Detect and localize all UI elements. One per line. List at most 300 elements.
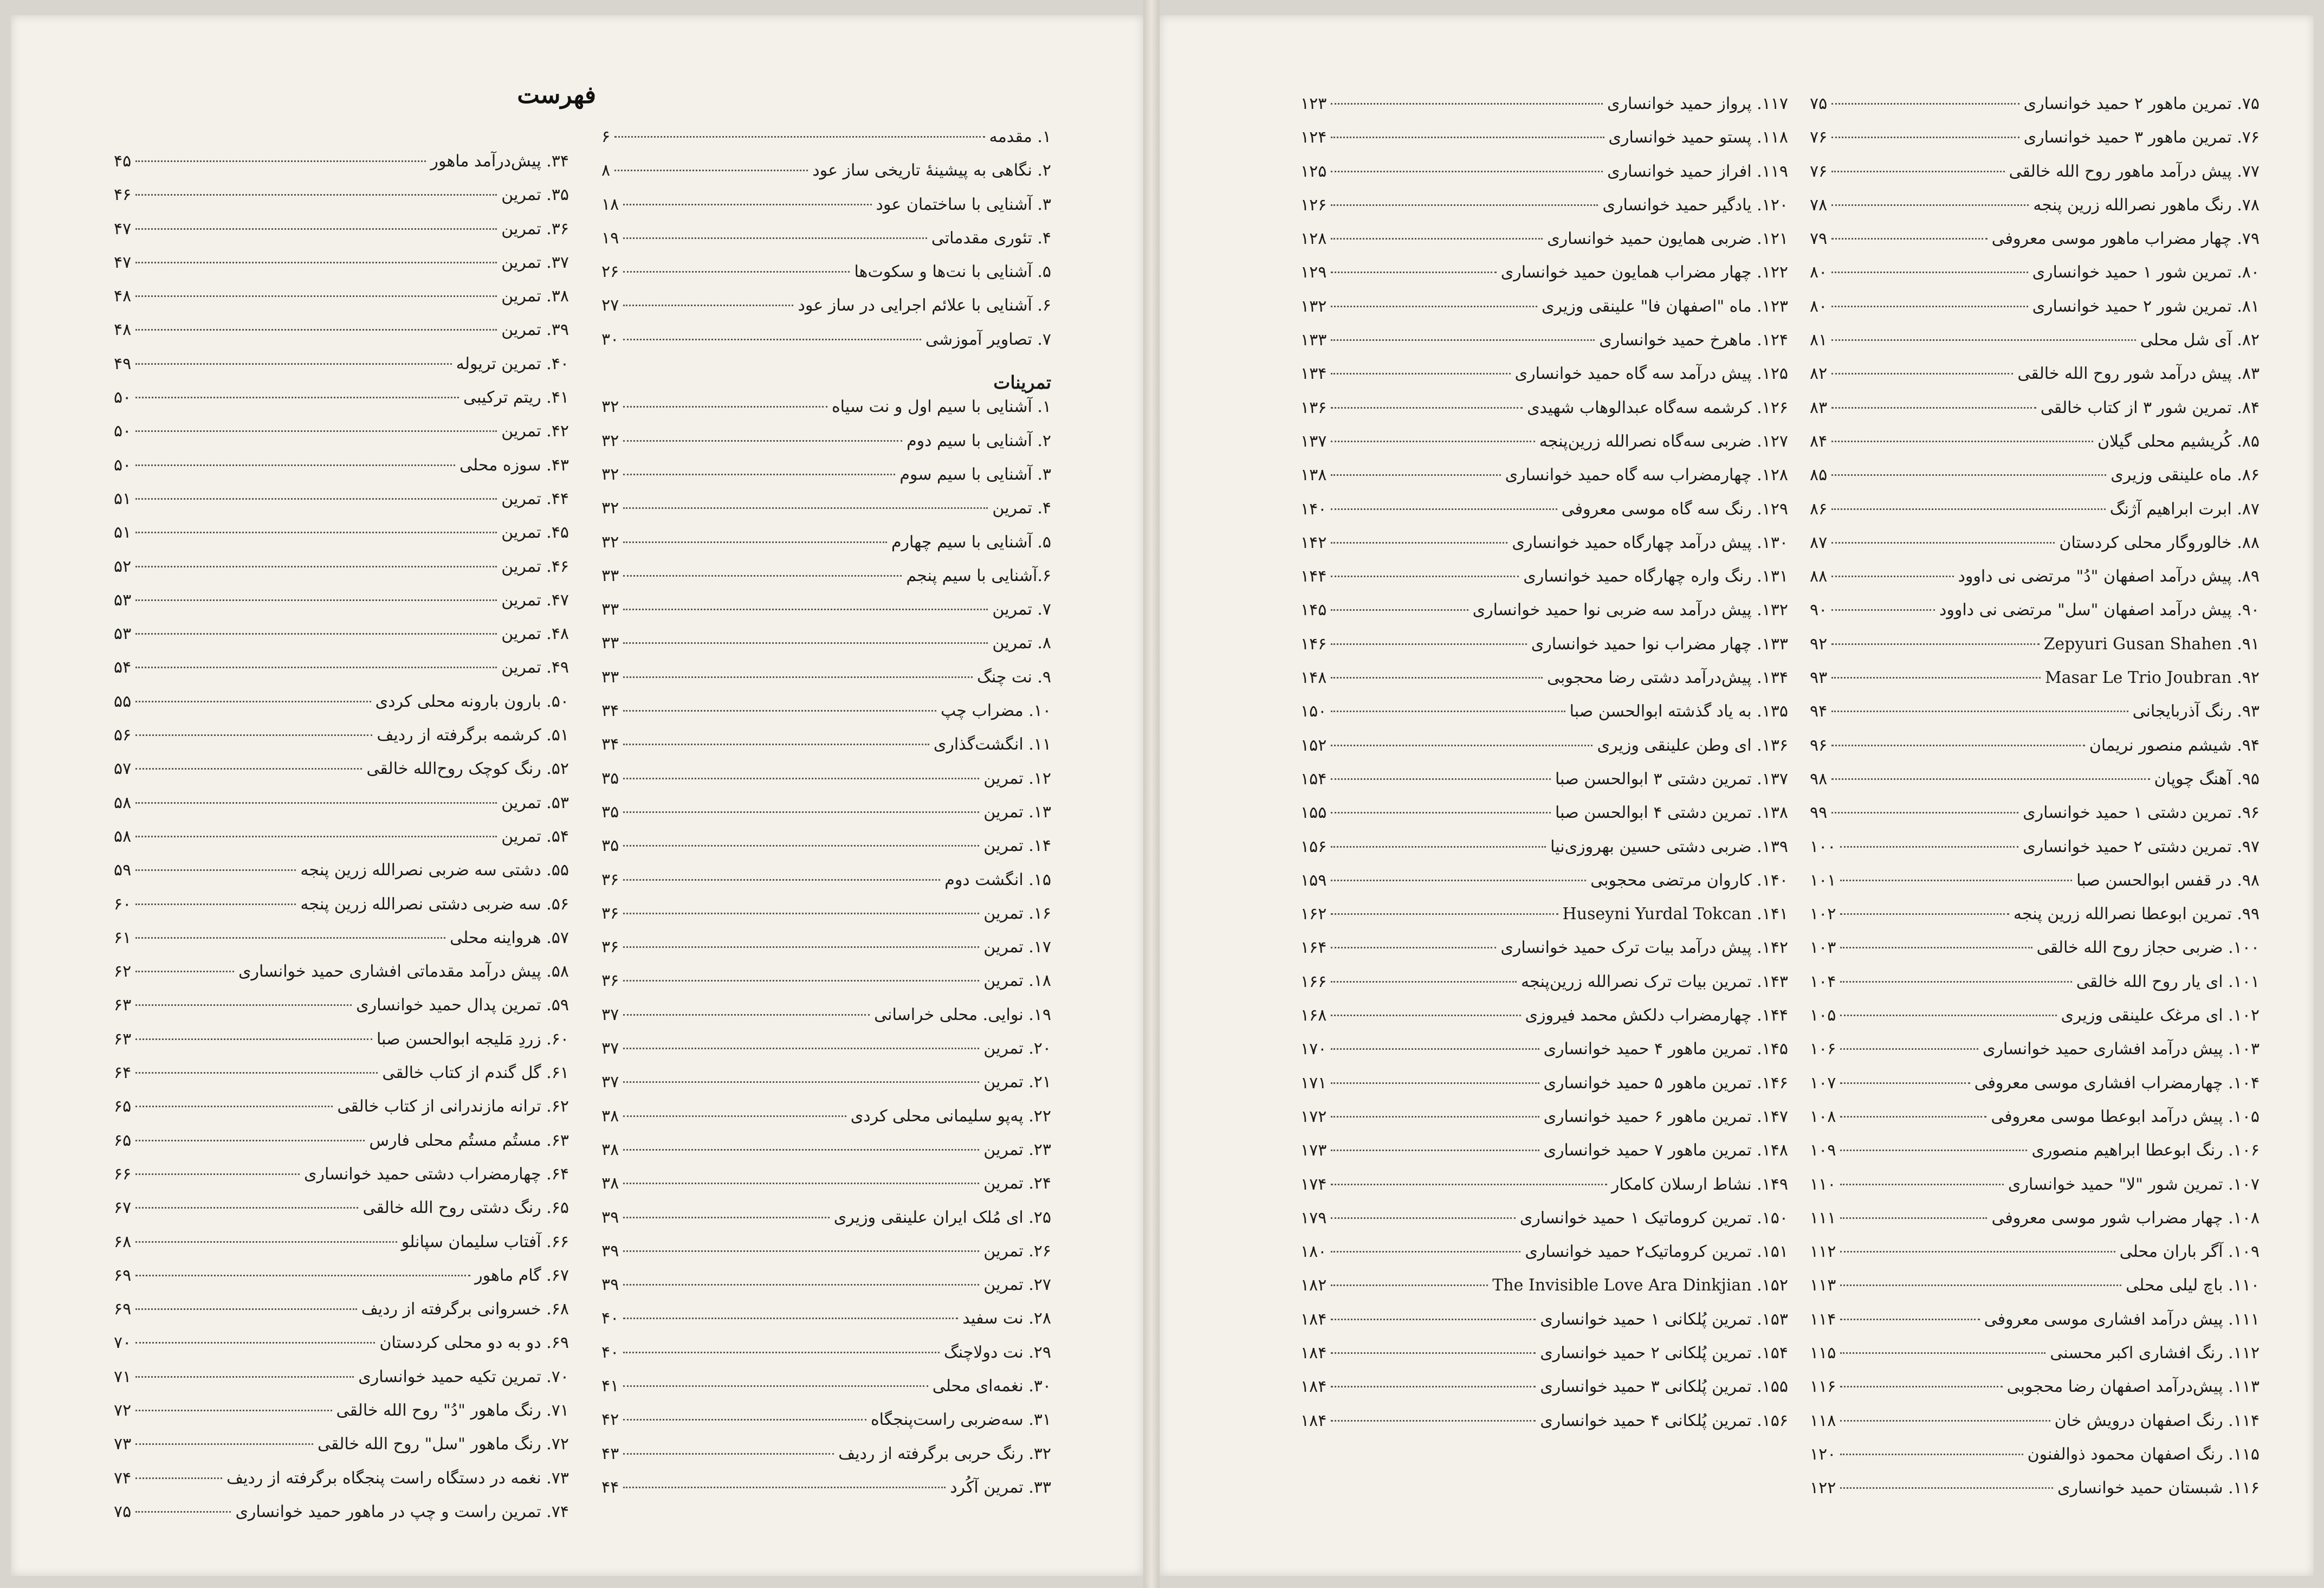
toc-entry-page: ۳۴ — [601, 735, 619, 754]
toc-entry-title: ۱۲۲. چهار مضراب همایون حمید خوانساری — [1500, 263, 1788, 282]
toc-entry-title: ۷. تمرین — [992, 600, 1051, 619]
dot-leader — [1831, 137, 2019, 138]
toc-entry-page: ۸۰ — [1810, 296, 1828, 316]
toc-column-1 — [601, 127, 1051, 1512]
toc-entry-page: ۳۸ — [601, 1106, 619, 1126]
toc-entry — [601, 161, 1051, 195]
toc-entry — [601, 803, 1051, 836]
dot-leader — [623, 845, 979, 847]
dot-leader — [1331, 846, 1546, 848]
dot-leader — [1331, 913, 1558, 915]
toc-entry-title: ۲. آشنایی با سیم دوم — [907, 431, 1051, 450]
dot-leader — [1840, 1352, 2045, 1354]
toc-entry-title: ۹۲. Masar Le Trio Joubran — [2045, 668, 2260, 688]
toc-entry-title: ۱۲. تمرین — [983, 769, 1051, 788]
toc-entry — [1810, 1377, 2260, 1411]
toc-entry-title: ۹۹. تمرین ابوعطا نصرالله زرین پنجه — [2013, 905, 2260, 924]
toc-entry-page: ۴۶ — [114, 185, 132, 205]
toc-entry-page: ۴۸ — [114, 287, 132, 306]
toc-entry — [1810, 972, 2260, 1006]
dot-leader — [1331, 238, 1543, 240]
toc-entry-page: ۱۲۴ — [1300, 128, 1327, 147]
dot-leader — [1331, 576, 1519, 577]
toc-entry-page: ۴۴ — [601, 1477, 619, 1497]
toc-entry-page: ۱۷۹ — [1300, 1208, 1327, 1228]
toc-entry-title: ۶.آشنایی با سیم پنجم — [906, 566, 1051, 585]
toc-entry — [601, 971, 1051, 1005]
toc-entry-page: ۶۴ — [114, 1063, 132, 1083]
toc-entry — [114, 793, 569, 827]
toc-entry — [601, 566, 1051, 600]
toc-entry-title: ۶۷. گام ماهور — [475, 1266, 569, 1285]
toc-entry-title: ۹۶. تمرین دشتی ۱ حمید خوانساری — [2023, 803, 2260, 823]
toc-entry-page: ۴۰ — [601, 1342, 619, 1362]
toc-entry — [1810, 533, 2260, 567]
toc-entry-title: ۱۴۴. چهارمضراب دلکش محمد فیروزی — [1525, 1006, 1788, 1025]
toc-entry-page: ۱۲۹ — [1300, 263, 1327, 282]
toc-entry-title: ۲۴. تمرین — [983, 1174, 1051, 1193]
toc-entry — [1300, 1344, 1788, 1377]
page-title: فهرست — [517, 81, 596, 109]
toc-entry-title: ۱۳۵. به یاد گذشته ابوالحسن صبا — [1569, 702, 1788, 721]
toc-entry-page: ۳۶ — [601, 903, 619, 923]
toc-entry-page: ۱۲۶ — [1300, 195, 1327, 215]
toc-entry — [114, 928, 569, 962]
dot-leader — [135, 498, 497, 500]
toc-entry-page: ۱۰۱ — [1810, 870, 1836, 890]
toc-entry — [114, 1367, 569, 1401]
toc-entry-page: ۱۱۵ — [1810, 1343, 1836, 1363]
toc-entry-title: ۱۰۰. ضربی حجاز روح الله خالقی — [2036, 938, 2260, 958]
dot-leader — [614, 170, 808, 171]
toc-entry-title: ۱۰۵. پیش درآمد ابوعطا موسی معروفی — [1991, 1107, 2260, 1126]
book-spine — [1143, 0, 1160, 1588]
dot-leader — [1831, 474, 2106, 476]
dot-leader — [1831, 441, 2093, 442]
toc-entry-page: ۸۳ — [1810, 398, 1828, 417]
toc-entry-title: ۱۱۶. شبستان حمید خوانساری — [2057, 1479, 2260, 1498]
toc-entry-title: ۱۳۶. ای وطن علینقی وزیری — [1597, 735, 1788, 755]
dot-leader — [1331, 1150, 1539, 1151]
toc-entry-page: ۹۲ — [1810, 634, 1828, 654]
toc-entry — [1300, 736, 1788, 770]
toc-entry — [1810, 1209, 2260, 1242]
dot-leader — [623, 879, 940, 881]
toc-entry-page: ۱۴۶ — [1300, 634, 1327, 654]
toc-entry — [1300, 533, 1788, 567]
toc-entry — [601, 499, 1051, 532]
toc-entry-page: ۷۵ — [114, 1502, 132, 1521]
toc-entry-page: ۲۷ — [601, 296, 619, 315]
toc-entry — [601, 1275, 1051, 1309]
dot-leader — [1331, 1116, 1539, 1118]
toc-entry-title: ۶۹. دو به دو محلی کردستان — [379, 1333, 569, 1353]
toc-entry — [114, 354, 569, 388]
toc-entry — [601, 1107, 1051, 1140]
dot-leader — [135, 1038, 372, 1040]
toc-entry-title: ۵۹. تمرین پدال حمید خوانساری — [356, 996, 569, 1015]
toc-entry — [1810, 229, 2260, 263]
toc-entry — [1300, 1074, 1788, 1107]
dot-leader — [1331, 880, 1586, 881]
toc-entry-page: ۱۵۵ — [1300, 803, 1327, 823]
toc-entry — [1300, 128, 1788, 162]
toc-entry-title: ۱۱۰. باچ لیلی محلی — [2126, 1276, 2260, 1295]
dot-leader — [623, 271, 850, 273]
toc-entry-page: ۱۳۳ — [1300, 331, 1327, 350]
dot-leader — [623, 1217, 830, 1218]
dot-leader — [1840, 1015, 2056, 1016]
toc-entry-page: ۳۲ — [601, 464, 619, 484]
dot-leader — [1840, 1454, 2023, 1455]
toc-entry — [1810, 1411, 2260, 1445]
toc-entry — [1300, 1107, 1788, 1141]
dot-leader — [623, 440, 902, 442]
toc-entry — [1300, 1310, 1788, 1344]
toc-entry — [1810, 1479, 2260, 1512]
toc-entry-page: ۷۵ — [1810, 94, 1828, 113]
toc-entry-page: ۳۶ — [601, 971, 619, 991]
toc-entry — [1300, 196, 1788, 229]
dot-leader — [623, 710, 936, 712]
dot-leader — [1331, 1184, 1607, 1185]
toc-entry-title: ۱۳۳. چهار مضراب نوا حمید خوانساری — [1531, 634, 1788, 654]
toc-entry-title: ۱۵۶. تمرین پُلکانی ۴ حمید خوانساری — [1540, 1411, 1788, 1430]
toc-entry-page: ۱۶۴ — [1300, 938, 1327, 958]
toc-entry-title: ۱۴۱. Huseyni Yurdal Tokcan — [1562, 905, 1788, 924]
dot-leader — [1331, 1251, 1520, 1253]
toc-entry-title: ۲۳. تمرین — [983, 1140, 1051, 1159]
toc-entry-title: ۷۱. رنگ ماهور "دُ" روح الله خالقی — [336, 1400, 569, 1420]
toc-entry-page: ۱۰۰ — [1810, 837, 1836, 856]
dot-leader — [1331, 474, 1500, 476]
toc-entry-title: ۲۶. تمرین — [983, 1241, 1051, 1261]
toc-entry-title: ۵۵. دشتی سه ضربی نصرالله زرین پنجه — [300, 861, 569, 880]
dot-leader — [623, 1115, 846, 1117]
toc-entry-title: ۶۵. رنگ دشتی روح الله خالقی — [362, 1198, 569, 1218]
toc-entry — [1810, 1074, 2260, 1107]
dot-leader — [1331, 1420, 1536, 1422]
toc-entry-page: ۶۸ — [114, 1232, 132, 1251]
toc-entry — [601, 262, 1051, 296]
toc-entry-title: ۹۰. پیش درآمد اصفهان "سل" مرتضی نی داوود — [1939, 601, 2260, 620]
dot-leader — [1331, 812, 1551, 814]
toc-entry — [601, 836, 1051, 870]
toc-entry-title: ۱۵۳. تمرین پُلکانی ۱ حمید خوانساری — [1540, 1309, 1788, 1329]
dot-leader — [1831, 609, 1935, 611]
toc-entry — [1810, 364, 2260, 398]
dot-leader — [623, 1419, 866, 1421]
toc-entry-page: ۹۶ — [1810, 735, 1828, 755]
dot-leader — [135, 633, 497, 635]
dot-leader — [1831, 677, 2041, 679]
toc-entry-title: ۴۹. تمرین — [501, 658, 569, 677]
toc-entry-page: ۱۷۰ — [1300, 1040, 1327, 1059]
toc-entry-title: ۷۵. تمرین ماهور ۲ حمید خوانساری — [2023, 94, 2260, 113]
toc-entry-title: ۳۵. تمرین — [501, 185, 569, 205]
toc-entry-page: ۱۲۳ — [1300, 94, 1327, 113]
toc-entry-title: ۳۴. پیش‌درآمد ماهور — [430, 152, 569, 171]
toc-entry-page: ۳۲ — [601, 499, 619, 518]
toc-entry-title: ۵۸. پیش درآمد مقدماتی افشاری حمید خوانساری — [238, 962, 569, 982]
dot-leader — [1840, 846, 2018, 848]
dot-leader — [135, 1106, 333, 1107]
toc-entry-page: ۴۰ — [601, 1309, 619, 1328]
dot-leader — [623, 913, 979, 914]
toc-entry — [114, 759, 569, 793]
toc-entry-page: ۳۲ — [601, 397, 619, 417]
dot-leader — [1331, 947, 1496, 948]
toc-entry-title: ۴۱. ریتم ترکیبی — [463, 388, 569, 408]
toc-entry-page: ۸۲ — [1810, 364, 1828, 384]
dot-leader — [1840, 981, 2071, 983]
toc-entry-page: ۵۱ — [114, 523, 132, 543]
toc-entry-page: ۸۵ — [1810, 466, 1828, 485]
toc-entry-title: ۱۲۰. یادگیر حمید خوانساری — [1602, 195, 1788, 215]
toc-entry — [114, 1333, 569, 1367]
dot-leader — [135, 836, 497, 837]
toc-entry-page: ۳۹ — [601, 1275, 619, 1295]
toc-entry-page: ۱۴۲ — [1300, 533, 1327, 552]
toc-entry-title: ۱۵. انگشت دوم — [944, 870, 1051, 889]
dot-leader — [135, 228, 497, 230]
dot-leader — [1331, 745, 1593, 746]
toc-entry-title: ۱۴۹. نشاط ارسلان کامکار — [1611, 1174, 1788, 1194]
toc-entry-page: ۵۸ — [114, 793, 132, 812]
dot-leader — [1840, 1284, 2121, 1286]
toc-entry-page: ۱۸ — [601, 195, 619, 214]
toc-entry-title: ۵۲. رنگ کوچک روح‌الله خالقی — [366, 759, 569, 779]
toc-entry-page: ۱۸۴ — [1300, 1309, 1327, 1329]
toc-entry — [1300, 702, 1788, 735]
dot-leader — [623, 406, 827, 408]
toc-entry-title: ۱۰. مضراب چپ — [940, 701, 1051, 721]
toc-entry — [1810, 94, 2260, 128]
toc-entry — [1810, 1141, 2260, 1174]
dot-leader — [1831, 643, 2039, 645]
toc-entry-page: ۳۲ — [601, 431, 619, 450]
toc-entry-page: ۵۰ — [114, 455, 132, 475]
toc-entry-title: ۱۵۰. تمرین کروماتیک ۱ حمید خوانساری — [1519, 1208, 1788, 1228]
toc-entry-title: ۷۴. تمرین راست و چپ در ماهور حمید خوانساری — [235, 1502, 569, 1521]
toc-entry-page: ۵۵ — [114, 692, 132, 711]
toc-entry-page: ۸۱ — [1810, 331, 1828, 350]
toc-entry-title: ۱۲۸. چهارمضراب سه گاه حمید خوانساری — [1505, 466, 1788, 485]
toc-entry-page: ۶۵ — [114, 1097, 132, 1116]
dot-leader — [623, 980, 979, 982]
toc-entry-page: ۵۶ — [114, 726, 132, 745]
dot-leader — [614, 136, 985, 138]
toc-entry — [114, 523, 569, 557]
toc-entry-title: ۵۳. تمرین — [501, 793, 569, 812]
dot-leader — [1331, 272, 1496, 273]
dot-leader — [135, 262, 497, 263]
dot-leader — [623, 676, 973, 678]
dot-leader — [1831, 373, 2013, 375]
toc-entry — [1810, 871, 2260, 905]
toc-entry-page: ۵۸ — [114, 827, 132, 846]
toc-entry-title: ۱۴۲. پیش درآمد بیات ترک حمید خوانساری — [1500, 938, 1788, 958]
toc-entry-page: ۷۶ — [1810, 128, 1828, 147]
toc-entry-title: ۵۷. هرواینه محلی — [450, 928, 569, 947]
toc-entry-title: ۱۰۳. پیش درآمد افشاری حمید خوانساری — [1982, 1040, 2260, 1059]
dot-leader — [1331, 373, 1510, 375]
dot-leader — [135, 160, 426, 162]
toc-entry-page: ۳۸ — [601, 1140, 619, 1159]
toc-entry-page: ۱۵۹ — [1300, 870, 1327, 890]
toc-entry — [114, 1435, 569, 1468]
toc-entry-title: ۸۱. تمرین شور ۲ حمید خوانساری — [2032, 296, 2260, 316]
dot-leader — [135, 397, 459, 398]
toc-entry — [114, 1502, 569, 1536]
toc-entry — [1810, 1242, 2260, 1276]
toc-entry-title: ۱۲۹. رنگ سه گاه موسی معروفی — [1561, 499, 1788, 519]
toc-entry-title: ۴۲. تمرین — [501, 422, 569, 441]
toc-entry — [601, 1174, 1051, 1208]
toc-entry — [601, 904, 1051, 938]
toc-entry-page: ۱۶۲ — [1300, 905, 1327, 924]
toc-entry-page: ۳۶ — [601, 870, 619, 889]
toc-entry-title: ۸۶. ماه علینقی وزیری — [2111, 466, 2260, 485]
toc-entry-page: ۸۶ — [1810, 499, 1828, 519]
toc-entry-page: ۴۷ — [114, 253, 132, 272]
toc-entry-title: ۱۰۴. چهارمضراب افشاری موسی معروفی — [1974, 1073, 2260, 1093]
toc-entry-title: ۱۲۴. ماهرخ حمید خوانساری — [1599, 331, 1788, 350]
toc-entry-page: ۱۰۳ — [1810, 938, 1836, 958]
toc-entry-page: ۱۸۴ — [1300, 1411, 1327, 1430]
toc-entry — [601, 938, 1051, 971]
toc-entry-page: ۱۸۲ — [1300, 1276, 1327, 1295]
dot-leader — [1331, 1319, 1536, 1320]
toc-entry-page: ۳۷ — [601, 1073, 619, 1092]
toc-entry-page: ۳۷ — [601, 1005, 619, 1024]
dot-leader — [135, 701, 371, 702]
toc-entry-title: ۱۴۰. کاروان مرتضی محجوبی — [1590, 870, 1788, 890]
toc-entry — [114, 726, 569, 759]
toc-entry-page: ۳۶ — [601, 938, 619, 957]
toc-entry-page: ۱۳۷ — [1300, 431, 1327, 451]
toc-entry — [1810, 1107, 2260, 1141]
toc-entry-page: ۱۳۶ — [1300, 398, 1327, 417]
toc-entry-page: ۵۷ — [114, 759, 132, 779]
toc-entry-title: ۱۴۶. تمرین ماهور ۵ حمید خوانساری — [1543, 1073, 1788, 1093]
toc-entry — [1300, 770, 1788, 803]
dot-leader — [1331, 1048, 1539, 1050]
toc-entry — [1300, 668, 1788, 702]
dot-leader — [135, 1140, 365, 1141]
toc-entry-title: ۹۳. رنگ آذربایجانی — [2132, 702, 2260, 721]
dot-leader — [623, 642, 988, 644]
dot-leader — [1331, 677, 1543, 679]
toc-entry — [114, 962, 569, 996]
dot-leader — [1331, 609, 1468, 611]
toc-entry-page: ۱۲۸ — [1300, 229, 1327, 249]
toc-entry-page: ۱۳۸ — [1300, 466, 1327, 485]
toc-entry — [1300, 635, 1788, 668]
dot-leader — [1831, 238, 1987, 240]
toc-entry — [114, 557, 569, 591]
toc-entry-page: ۹۴ — [1810, 702, 1828, 721]
toc-entry-page: ۱۸۴ — [1300, 1377, 1327, 1397]
toc-entry-page: ۳۰ — [601, 330, 619, 349]
toc-entry — [1300, 331, 1788, 364]
toc-entry-page: ۸۷ — [1810, 533, 1828, 552]
toc-entry-page: ۷۳ — [114, 1435, 132, 1454]
toc-entry — [601, 1208, 1051, 1242]
dot-leader — [1840, 1184, 2004, 1185]
toc-entry — [114, 692, 569, 726]
toc-entry — [1300, 1175, 1788, 1209]
toc-entry — [114, 388, 569, 422]
toc-entry — [601, 397, 1051, 431]
dot-leader — [1840, 1386, 2002, 1387]
toc-entry-page: ۵۰ — [114, 388, 132, 408]
dot-leader — [135, 1275, 470, 1276]
dot-leader — [1331, 508, 1557, 510]
toc-entry — [1810, 702, 2260, 735]
toc-entry-page: ۳۵ — [601, 836, 619, 856]
toc-entry — [1300, 972, 1788, 1006]
dot-leader — [1831, 103, 2019, 105]
toc-entry-title: ۱۲۳. ماه "اصفهان فا" علینقی وزیری — [1541, 296, 1788, 316]
toc-entry — [114, 895, 569, 928]
toc-entry-page: ۷۸ — [1810, 195, 1828, 215]
dot-leader — [623, 1081, 979, 1083]
toc-entry-title: ۸۲. آی شل محلی — [2140, 331, 2260, 350]
toc-entry-page: ۱۰۹ — [1810, 1141, 1836, 1160]
toc-entry-title: ۵۶. سه ضربی دشتی نصرالله زرین پنجه — [300, 894, 569, 914]
toc-entry-page: ۱۰۷ — [1810, 1073, 1836, 1093]
toc-entry — [1300, 803, 1788, 837]
toc-entry-title: ۸۰. تمرین شور ۱ حمید خوانساری — [2032, 263, 2260, 282]
dot-leader — [135, 768, 362, 770]
toc-entry-page: ۷۶ — [1810, 162, 1828, 181]
toc-entry — [1300, 398, 1788, 432]
dot-leader — [1840, 1420, 2050, 1422]
toc-entry-title: ۸۵. کُریشیم محلی گیلان — [2098, 431, 2260, 451]
toc-entry — [114, 320, 569, 354]
dot-leader — [135, 869, 296, 871]
dot-leader — [1331, 981, 1517, 983]
toc-entry — [601, 1478, 1051, 1512]
dot-leader — [623, 541, 887, 543]
toc-entry-page: ۱۸۴ — [1300, 1343, 1327, 1363]
toc-entry-title: ۳۲. رنگ حربی برگرفته از ردیف — [838, 1444, 1051, 1463]
dot-leader — [135, 194, 497, 196]
toc-entry-title: ۱۴۷. تمرین ماهور ۶ حمید خوانساری — [1543, 1107, 1788, 1126]
toc-entry-title: ۱۳۷. تمرین دشتی ۳ ابوالحسن صبا — [1555, 769, 1788, 789]
dot-leader — [1840, 1082, 1970, 1084]
toc-entry-title: ۱۱۴. رنگ اصفهان درویش خان — [2054, 1411, 2260, 1430]
dot-leader — [623, 1284, 979, 1286]
toc-entry-title: ۶۱. گل گندم از کتاب خالقی — [382, 1063, 569, 1083]
dot-leader — [623, 1250, 979, 1252]
toc-entry-title: ۲۱. تمرین — [983, 1073, 1051, 1092]
dot-leader — [1331, 441, 1535, 442]
toc-entry-title: ۱۱۸. پستو حمید خوانساری — [1608, 128, 1788, 147]
toc-entry — [601, 195, 1051, 229]
dot-leader — [1331, 1386, 1536, 1387]
toc-entry-page: ۵۲ — [114, 557, 132, 576]
dot-leader — [135, 1241, 397, 1243]
toc-entry-page: ۱۲۰ — [1810, 1444, 1836, 1464]
toc-entry — [1810, 601, 2260, 634]
dot-leader — [623, 1318, 958, 1319]
toc-entry-title: ۱۱۱. پیش درآمد افشاری موسی معروفی — [1984, 1309, 2260, 1329]
dot-leader — [623, 1149, 979, 1151]
toc-entry-title: ۴۷. تمرین — [501, 590, 569, 610]
toc-entry-title: ۱۵۴. تمرین پُلکانی ۲ حمید خوانساری — [1540, 1343, 1788, 1363]
